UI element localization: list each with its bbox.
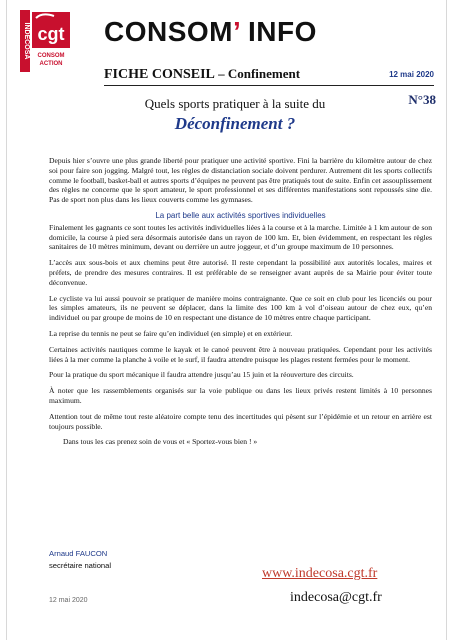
paragraph-nautical: Certaines activités nautiques comme le kayak et le canoé peuvent être à nouveau pratiquées. Cependant pour les activités liées à la mer comme la planche à voile et le surf, il faudra attendre puisque les plages restent fermées pour le moment. xyxy=(49,344,432,364)
website-link[interactable]: www.indecosa.cgt.fr xyxy=(262,566,378,581)
logo-caption-line1: CONSOM xyxy=(37,53,65,59)
fiche-title xyxy=(104,66,300,83)
masthead-rest: INFO xyxy=(239,16,317,47)
masthead-apostrophe: ’ xyxy=(233,16,240,47)
paragraph-caution: Attention tout de même tout reste aléatoire compte tenu des incertitudes qui pèsent sur l’épidémie et un retour en arrière est toujours possible. xyxy=(49,411,432,431)
section-title: La part belle aux activités sportives individuelles xyxy=(155,210,326,220)
article-question: Quels sports pratiquer à la suite du xyxy=(144,96,326,111)
footer-date: 12 mai 2020 xyxy=(49,597,88,604)
paragraph-running: Finalement les gagnants ce sont toutes les activités individuelles liées à la course et à la marche. Limitée à 1 km autour de son domicile, la course à pied sera désormais autorisée dans un rayon de 100 km. Et, bien évidemment, en respectant les règles sanitaires de 10 mètres minimum, devant ou derrière un autre joggeur, et d’un groupe maximum de 10 personnes. xyxy=(49,222,432,252)
issue-number: N°38 xyxy=(408,92,436,107)
article-body xyxy=(49,156,432,453)
logo-banner-text: INDECOSA xyxy=(23,22,30,60)
paragraph-woods: L’accès aux sous-bois et aux chemins peut être autorisé. Il reste cependant la possibilité aux autorités locales, maires et préfets, de prendre des mesures contraires. Il est préférable de se renseigner avant auprès de sa Mairie pour éviter toute déconvenue. xyxy=(49,258,432,287)
fiche-date: 12 mai 2020 xyxy=(389,70,434,79)
masthead-brand: CONSOM xyxy=(104,16,233,47)
indecosa-cgt-logo xyxy=(20,10,72,72)
signature-name: Arnaud FAUCON xyxy=(49,549,108,558)
fiche-header xyxy=(104,66,434,84)
logo-mark-icon xyxy=(20,10,72,72)
signature-block xyxy=(49,548,249,572)
fiche-subtitle: – Confinement xyxy=(214,66,301,81)
email-link[interactable]: indecosa@cgt.fr xyxy=(290,590,382,605)
article-headline: Déconfinement ? xyxy=(174,114,296,133)
paragraph-gatherings: À noter que les rassemblements organisés sur la voie publique ou dans les lieux privés restent limités à 10 personnes maximum. xyxy=(49,386,432,405)
paragraph-cycling: Le cycliste va lui aussi pouvoir se pratiquer de manière moins contraignante. Que ce soit en club pour les licenciés ou pour les simples amateurs, ils ne peuvent se déplacer, dans la limite des 100 km à vol d’oiseau autour de chez eux, qu’en individuel ou par groupe de moins de 10 en respectant une distance de 10 mètres entre chaque participant. xyxy=(49,293,432,323)
paragraph-intro: Depuis hier s’ouvre une plus grande liberté pour pratiquer une activité sportive. Fini la barrière du kilomètre autour de chez soi pour faire son jogging. Malgré tout, les règles de distanciation sociale doivent perdurer. Autrement dit les sports collectifs comme le football, basket-ball et autres sports d’équipes ne peuvent pas être pratiqués tout de suite. Enfin cet assouplissement des règles ne concerne que le sport amateur, le sport professionnel et ses différentes manifestations sont repoussés sine die. Pas de sport non plus dans les lieux couverts comme les gymnases. xyxy=(49,156,432,205)
signature-role: secrétaire national xyxy=(49,561,112,570)
logo-caption-line2: ACTION xyxy=(39,61,63,67)
masthead-title xyxy=(104,12,444,52)
header-divider xyxy=(104,85,434,86)
paragraph-tennis: La reprise du tennis ne peut se faire qu’en individuel (en simple) et en extérieur. xyxy=(49,328,293,338)
fiche-title-main: FICHE CONSEIL xyxy=(104,67,215,82)
paragraph-motorsport: Pour la pratique du sport mécanique il faudra attendre jusqu’au 15 juin et la réouverture des circuits. xyxy=(49,370,354,380)
paragraph-closing: Dans tous les cas prenez soin de vous et « Sportez-vous bien ! » xyxy=(63,437,258,447)
logo-brand-text: cgt xyxy=(37,24,65,44)
